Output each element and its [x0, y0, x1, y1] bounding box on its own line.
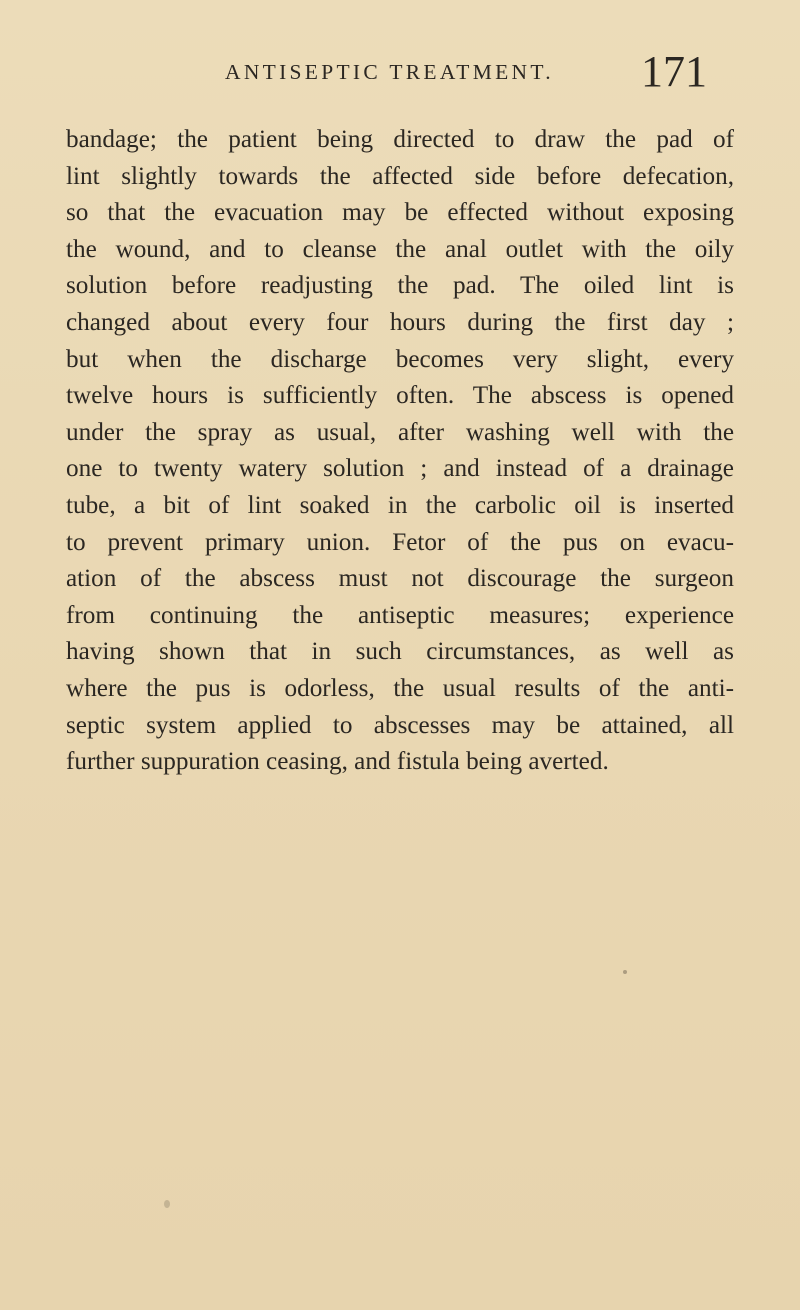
- text-line: to prevent primary union. Fetor of the pus on evacu-: [66, 528, 734, 556]
- paper-speck: [623, 970, 627, 974]
- text-line: ation of the abscess must not discourage the surgeon: [66, 565, 734, 593]
- text-line: so that the evacuation may be effected without exposing: [66, 199, 734, 227]
- text-line: from continuing the antiseptic measures; experience: [66, 601, 734, 629]
- text-line: further suppuration ceasing, and fistula being averted.: [66, 748, 609, 776]
- page-number: 171: [641, 47, 707, 96]
- text-line: one to twenty watery solution ; and instead of a drainage: [66, 455, 734, 483]
- text-line: where the pus is odorless, the usual results of the anti-: [66, 674, 734, 702]
- text-line: but when the discharge becomes very slight, every: [66, 345, 734, 373]
- running-head: ANTISEPTIC TREATMENT.: [225, 60, 554, 84]
- body-paragraph: [66, 122, 734, 781]
- paper-speck: [164, 1200, 170, 1208]
- text-line: lint slightly towards the affected side before defecation,: [66, 162, 734, 190]
- text-line: bandage; the patient being directed to draw the pad of: [66, 126, 734, 153]
- text-line: septic system applied to abscesses may be attained, all: [66, 711, 734, 739]
- text-line: changed about every four hours during the first day ;: [66, 308, 734, 336]
- text-line: having shown that in such circumstances, as well as: [66, 638, 734, 666]
- text-line: the wound, and to cleanse the anal outlet with the oily: [66, 235, 734, 263]
- text-line: twelve hours is sufficiently often. The abscess is opened: [66, 382, 734, 410]
- text-line: tube, a bit of lint soaked in the carbolic oil is inserted: [66, 491, 734, 519]
- text-line: solution before readjusting the pad. The oiled lint is: [66, 272, 734, 300]
- text-line: under the spray as usual, after washing well with the: [66, 418, 734, 446]
